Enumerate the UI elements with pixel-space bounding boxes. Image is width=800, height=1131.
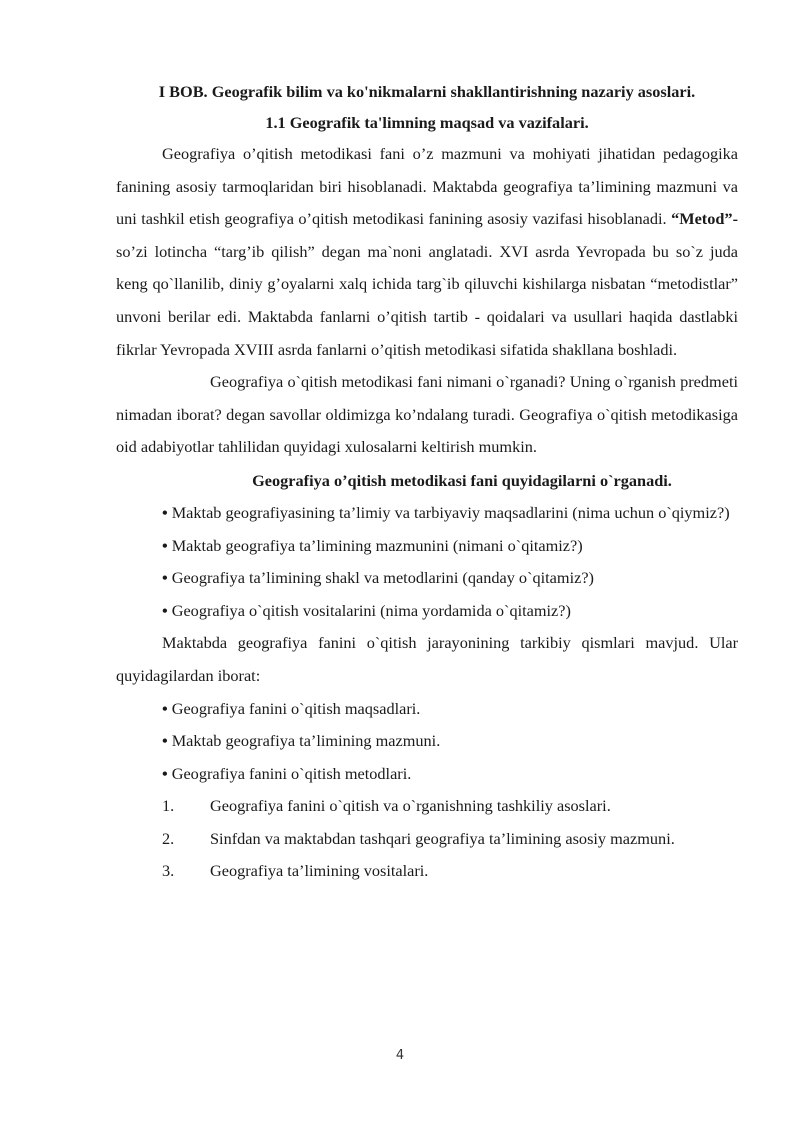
- paragraph-1-text-b: so’zi lotincha “targ’ib qilish” degan ma`noni anglatadi. XVI asrda Yevropada bu so`z juda keng qo`llanilib, diniy g’oyalarni xalq ichida targ`ib qiluvchi kishilarga nisbatan “metodistlar” unvoni berilar edi. Maktabda fanlarni o’qitish tartib - qoidalari va usullari haqida dastlabki fikrlar Yevropada XVIII asrda fanlarni o’qitish metodikasi sifatida shakllana boshladi.: [116, 241, 738, 359]
- numbered-item-2: 2. Sinfdan va maktabdan tashqari geografiya ta’limining asosiy mazmuni.: [116, 823, 738, 856]
- metod-term: “Metod”-: [671, 209, 738, 229]
- numbered-item-1: 1. Geografiya fanini o`qitish va o`rganishning tashkiliy asoslari.: [116, 790, 738, 823]
- page-content: [116, 76, 738, 888]
- paragraph-2: Geografiya o`qitish metodikasi fani nimani o`rganadi? Uning o`rganish predmeti nimadan iborat? degan savollar oldimizga ko’ndalang turadi. Geografiya o`qitish metodikasiga oid adabiyotlar tahlilidan quyidagi xulosalarni keltirish mumkin.: [116, 372, 738, 457]
- list-item: • Geografiya fanini o`qitish metodlari.: [162, 763, 412, 783]
- list-item: • Maktab geografiya ta’limining mazmuni.: [162, 731, 441, 751]
- bullet-icon: •: [162, 535, 168, 555]
- chapter-heading: I BOB. Geografik bilim va ko'nikmalarni shakllantirishning nazariy asoslari.: [158, 82, 696, 101]
- paragraph-1: [116, 138, 738, 366]
- paragraph-1-text-a: Geografiya o’qitish metodikasi fani o’z mazmuni va mohiyati jihatidan pedagogika fanining asosiy tarmoqlaridan biri hisoblanadi. Maktabda geografiya ta’limining mazmuni va uni tashkil etish geografiya o’qitish metodikasi fanining asosiy vazifasi hisoblanadi.: [116, 144, 738, 229]
- paragraph-3: Maktabda geografiya fanini o`qitish jarayonining tarkibiy qismlari mavjud. Ular quyidagilardan iborat:: [116, 633, 738, 685]
- list-item: • Maktab geografiyasining ta’limiy va tarbiyaviy maqsadlarini (nima uchun o`qiymiz?): [162, 502, 730, 522]
- list-item: • Geografiya o`qitish vositalarini (nima yordamida o`qitamiz?): [162, 600, 571, 620]
- numbered-item-3: 3. Geografiya ta’limining vositalari.: [116, 855, 738, 888]
- item-number: 1.: [162, 796, 175, 816]
- list-item: • Geografiya ta’limining shakl va metodlarini (qanday o`qitamiz?): [162, 568, 594, 588]
- bullet-icon: •: [162, 698, 168, 718]
- bullet-icon: •: [162, 763, 168, 783]
- bullet-icon: •: [162, 600, 168, 620]
- list-item: • Maktab geografiya ta’limining mazmunini (nimani o`qitamiz?): [162, 535, 583, 555]
- bullet-icon: •: [162, 731, 168, 751]
- subheading: Geografiya o’qitish metodikasi fani quyidagilarni o`rganadi.: [252, 470, 672, 490]
- item-number: 3.: [162, 861, 175, 881]
- list-item: • Geografiya fanini o`qitish maqsadlari.: [162, 698, 421, 718]
- page-number: 4: [395, 1048, 405, 1063]
- bullet-icon: •: [162, 568, 168, 588]
- section-heading: 1.1 Geografik ta'limning maqsad va vazifalari.: [265, 113, 589, 132]
- item-number: 2.: [162, 828, 175, 848]
- bullet-icon: •: [162, 502, 168, 522]
